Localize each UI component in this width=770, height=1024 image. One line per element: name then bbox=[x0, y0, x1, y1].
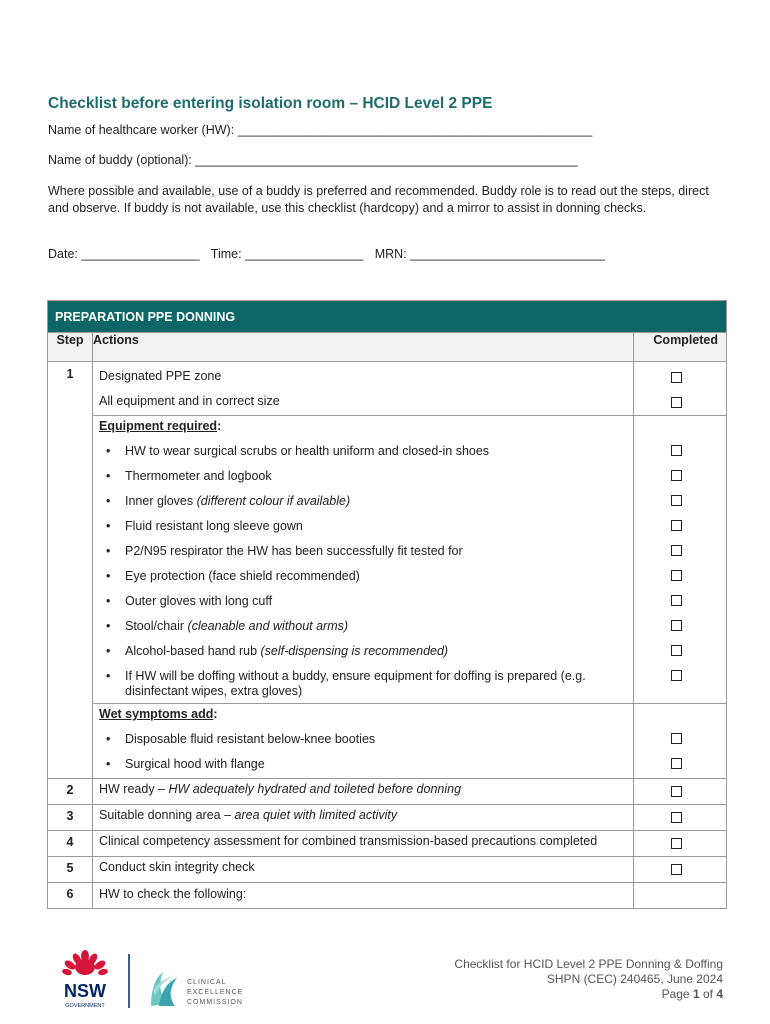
step-number: 6 bbox=[48, 883, 93, 909]
cec-text-2: EXCELLENCE bbox=[187, 989, 244, 996]
checkbox[interactable] bbox=[671, 545, 682, 556]
list-item: • Alcohol-based hand rub (self-dispensing is recommended) bbox=[93, 640, 633, 665]
table-row: Wet symptoms add: • Disposable fluid resistant below-knee booties • Surgical hood with flange bbox=[48, 704, 727, 779]
action-text: Designated PPE zone bbox=[99, 369, 222, 383]
checkbox[interactable] bbox=[671, 645, 682, 656]
intro-paragraph: Where possible and available, use of a buddy is preferred and recommended. Buddy role is to read out the steps, direct and observe. If buddy is not available, use this checklist (hardcopy) and a mirror to assist in donning checks. bbox=[48, 184, 709, 215]
list-item: • Stool/chair (cleanable and without arms) bbox=[93, 615, 633, 640]
hw-name-field[interactable]: Name of healthcare worker (HW): ___________________________________________________ bbox=[48, 123, 593, 137]
table-row bbox=[48, 362, 727, 416]
checkbox[interactable] bbox=[671, 758, 682, 769]
checkbox[interactable] bbox=[671, 397, 682, 408]
list-item: • Thermometer and logbook bbox=[93, 465, 633, 490]
nsw-government-logo bbox=[55, 950, 255, 1012]
table-row bbox=[48, 857, 727, 883]
checkbox[interactable] bbox=[671, 864, 682, 875]
checkbox[interactable] bbox=[671, 733, 682, 744]
footer-text bbox=[454, 957, 723, 1002]
checkbox[interactable] bbox=[671, 620, 682, 631]
action-text: HW to check the following: bbox=[99, 887, 247, 901]
checkbox[interactable] bbox=[671, 520, 682, 531]
checkbox[interactable] bbox=[671, 812, 682, 823]
checklist-table bbox=[47, 300, 727, 909]
list-item: • If HW will be doffing without a buddy, ensure equipment for doffing is prepared (e.g. disinfectant wipes, extra gloves) bbox=[93, 665, 633, 703]
table-row bbox=[48, 831, 727, 857]
checkbox[interactable] bbox=[671, 470, 682, 481]
action-text: HW ready – HW adequately hydrated and toileted before donning bbox=[99, 782, 462, 796]
list-item: • Fluid resistant long sleeve gown bbox=[93, 515, 633, 540]
mrn-field[interactable]: MRN: ____________________________ bbox=[374, 247, 605, 261]
table-row: Equipment required: • HW to wear surgical scrubs or health uniform and closed-in shoes • Thermometer and logbook • Inner gloves (different colour if available) • Fluid resistant long sleeve gown • P2/N95 respirator the HW has been successfully fit tested for • Eye protection (face shield recommended) • Outer gloves with long cuff • Stool/chair (cleanable and without arms) • Alcohol-based hand rub (self-dispensing is recommended) • If HW will be doffing without a buddy, ensure equipment for doffing is prepared (e.g. disinfectant wipes, extra gloves) bbox=[48, 416, 727, 704]
step-number: 2 bbox=[48, 779, 93, 805]
list-item: • Outer gloves with long cuff bbox=[93, 590, 633, 615]
list-item: • Inner gloves (different colour if available) bbox=[93, 490, 633, 515]
col-step-header: Step bbox=[48, 333, 93, 362]
table-row bbox=[48, 805, 727, 831]
col-actions-header: Actions bbox=[93, 333, 634, 362]
section-title: PREPARATION PPE DONNING bbox=[48, 301, 727, 333]
checkbox[interactable] bbox=[671, 595, 682, 606]
equipment-heading: Equipment required bbox=[99, 419, 218, 433]
nsw-gov-text: GOVERNMENT bbox=[65, 1003, 105, 1009]
list-item: • Surgical hood with flange bbox=[93, 753, 633, 778]
col-completed-header: Completed bbox=[634, 333, 727, 362]
date-field[interactable]: Date: _________________ bbox=[48, 247, 200, 261]
action-text: Conduct skin integrity check bbox=[99, 860, 255, 874]
wet-symptoms-heading: Wet symptoms add bbox=[99, 707, 214, 721]
checkbox[interactable] bbox=[671, 670, 682, 681]
cec-text-1: CLINICAL bbox=[187, 979, 227, 986]
cec-logo bbox=[151, 972, 177, 1006]
checkbox[interactable] bbox=[671, 570, 682, 581]
list-item: • HW to wear surgical scrubs or health uniform and closed-in shoes bbox=[93, 440, 633, 465]
step-number: 5 bbox=[48, 857, 93, 883]
cec-text-3: COMMISSION bbox=[187, 999, 243, 1006]
step-number: 4 bbox=[48, 831, 93, 857]
action-text: Suitable donning area – area quiet with limited activity bbox=[99, 808, 398, 822]
checkbox[interactable] bbox=[671, 445, 682, 456]
date-time-mrn-line bbox=[48, 247, 613, 261]
page-title: Checklist before entering isolation room – HCID Level 2 PPE bbox=[48, 95, 493, 112]
step-number: 1 bbox=[48, 362, 93, 779]
checkbox[interactable] bbox=[671, 372, 682, 383]
table-row bbox=[48, 883, 727, 909]
time-field[interactable]: Time: _________________ bbox=[210, 247, 364, 261]
action-text: Clinical competency assessment for combined transmission-based precautions completed bbox=[99, 834, 598, 848]
step-number: 3 bbox=[48, 805, 93, 831]
list-item: • Disposable fluid resistant below-knee booties bbox=[93, 728, 633, 753]
buddy-name-field[interactable]: Name of buddy (optional): _______________________________________________________ bbox=[48, 153, 578, 167]
list-item: • Eye protection (face shield recommended) bbox=[93, 565, 633, 590]
checkbox[interactable] bbox=[671, 495, 682, 506]
footer-doc-title: Checklist for HCID Level 2 PPE Donning & Doffing bbox=[454, 957, 723, 971]
footer-doc-ref: SHPN (CEC) 240465, June 2024 bbox=[546, 972, 723, 986]
action-text: All equipment and in correct size bbox=[99, 394, 280, 408]
nsw-logo-text: NSW bbox=[64, 981, 106, 1001]
checkbox[interactable] bbox=[671, 838, 682, 849]
checkbox[interactable] bbox=[671, 786, 682, 797]
footer-logos bbox=[55, 950, 255, 1017]
page-number: Page 1 of 4 bbox=[661, 987, 723, 1001]
list-item: • P2/N95 respirator the HW has been successfully fit tested for bbox=[93, 540, 633, 565]
table-row bbox=[48, 779, 727, 805]
